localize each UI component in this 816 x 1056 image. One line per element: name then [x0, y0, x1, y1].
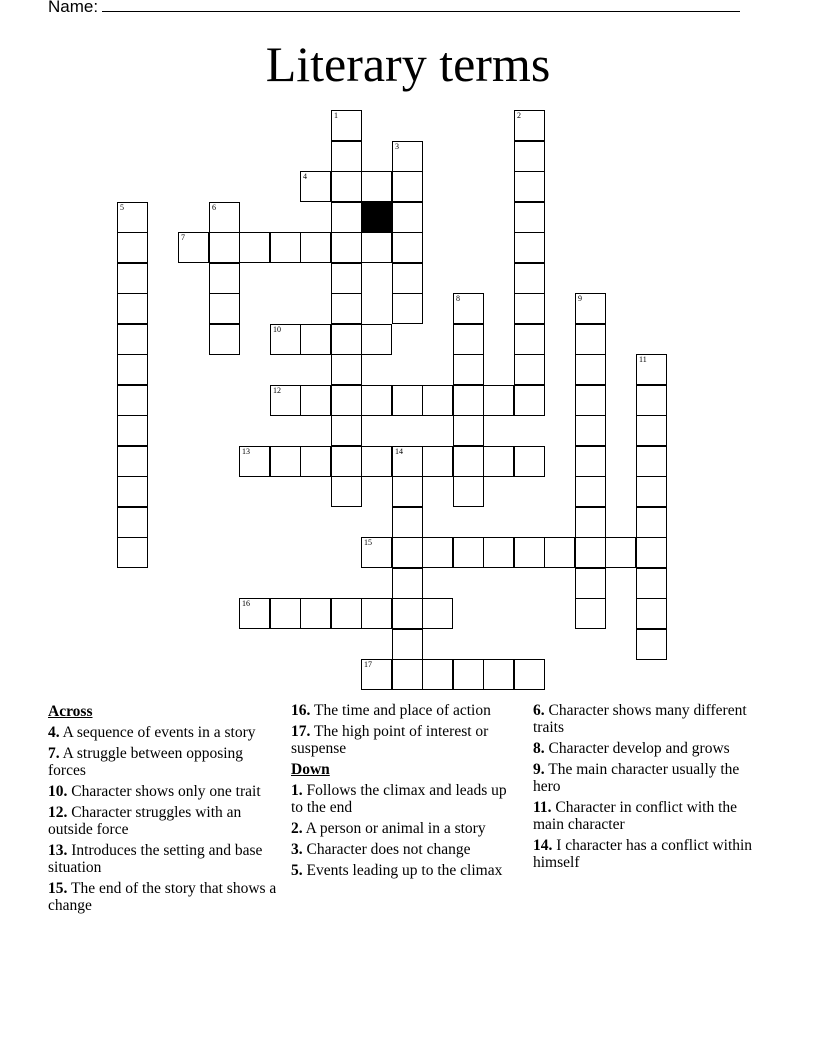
clue-text: The time and place of action: [313, 702, 491, 719]
grid-cell[interactable]: [514, 293, 545, 324]
clue-text: The high point of interest or suspense: [291, 723, 489, 757]
grid-cell[interactable]: [209, 263, 240, 294]
clue-item: [291, 782, 521, 816]
clue-number-label: 17.: [291, 723, 311, 740]
clue-item: [291, 820, 521, 837]
clue-item: [533, 702, 763, 736]
clue-number-label: 2.: [291, 820, 303, 837]
grid-cell[interactable]: [392, 568, 423, 599]
grid-cell[interactable]: [514, 537, 545, 568]
grid-cell[interactable]: [453, 537, 484, 568]
clue-item: [48, 804, 278, 838]
grid-cell[interactable]: [453, 415, 484, 446]
grid-cell[interactable]: [300, 232, 331, 263]
grid-cell[interactable]: [361, 537, 392, 568]
grid-cell[interactable]: [361, 324, 392, 355]
clue-item: [48, 724, 278, 741]
grid-cell[interactable]: [575, 415, 606, 446]
clue-text: Character shows only one trait: [71, 783, 261, 800]
grid-cell[interactable]: [331, 385, 362, 416]
clue-item: [291, 862, 521, 879]
grid-cell[interactable]: [361, 232, 392, 263]
grid-cell[interactable]: [575, 537, 606, 568]
grid-cell[interactable]: [453, 354, 484, 385]
grid-cell[interactable]: [392, 598, 423, 629]
grid-cell[interactable]: [117, 507, 148, 538]
clue-item: [533, 837, 763, 871]
grid-cell[interactable]: [331, 141, 362, 172]
grid-cell[interactable]: [209, 232, 240, 263]
clue-number-label: 9.: [533, 761, 545, 778]
grid-cell[interactable]: [361, 385, 392, 416]
grid-cell[interactable]: [422, 385, 453, 416]
clue-item: [48, 783, 278, 800]
grid-cell[interactable]: [575, 324, 606, 355]
grid-cell[interactable]: [514, 171, 545, 202]
clue-text: The end of the story that shows a change: [48, 880, 277, 914]
grid-cell[interactable]: [514, 659, 545, 690]
clue-number-label: 6.: [533, 702, 545, 719]
clue-text: The main character usually the hero: [533, 761, 740, 795]
grid-cell[interactable]: [483, 659, 514, 690]
grid-cell[interactable]: [605, 537, 636, 568]
grid-cell[interactable]: [575, 293, 606, 324]
grid-cell[interactable]: [636, 568, 667, 599]
grid-cell[interactable]: [300, 324, 331, 355]
clue-item: [533, 761, 763, 795]
grid-cell[interactable]: [453, 293, 484, 324]
grid-cell[interactable]: [514, 263, 545, 294]
clue-number-label: 5.: [291, 862, 303, 879]
clue-item: [291, 841, 521, 858]
grid-cell[interactable]: [239, 446, 270, 477]
clue-number: 4: [303, 172, 307, 181]
grid-cell[interactable]: [453, 476, 484, 507]
grid-cell[interactable]: [300, 385, 331, 416]
grid-cell[interactable]: [331, 232, 362, 263]
grid-cell[interactable]: [422, 659, 453, 690]
grid-cell[interactable]: [117, 354, 148, 385]
grid-cell[interactable]: [422, 598, 453, 629]
grid-cell[interactable]: [117, 446, 148, 477]
grid-cell[interactable]: [239, 598, 270, 629]
clue-number: 8: [456, 294, 460, 303]
grid-cell[interactable]: [514, 232, 545, 263]
grid-cell[interactable]: [514, 354, 545, 385]
grid-cell[interactable]: [544, 537, 575, 568]
clue-number-label: 12.: [48, 804, 68, 821]
clue-text: Character struggles with an outside force: [48, 804, 242, 838]
grid-cell[interactable]: [392, 232, 423, 263]
clue-number: 13: [242, 447, 250, 456]
clue-number-label: 15.: [48, 880, 68, 897]
grid-cell[interactable]: [392, 446, 423, 477]
grid-cell[interactable]: [331, 324, 362, 355]
grid-cell[interactable]: [300, 171, 331, 202]
grid-cell[interactable]: [361, 598, 392, 629]
clue-item: [48, 745, 278, 779]
name-label: Name:: [48, 0, 99, 16]
grid-cell[interactable]: [117, 415, 148, 446]
clue-text: Character shows many different traits: [533, 702, 747, 736]
clue-number-label: 3.: [291, 841, 303, 858]
grid-cell[interactable]: [117, 263, 148, 294]
grid-cell[interactable]: [331, 598, 362, 629]
grid-cell[interactable]: [636, 507, 667, 538]
clue-column-3: [533, 702, 763, 875]
grid-cell[interactable]: [575, 385, 606, 416]
grid-cell[interactable]: [270, 385, 301, 416]
grid-cell[interactable]: [392, 385, 423, 416]
grid-cell[interactable]: [300, 446, 331, 477]
grid-cell[interactable]: [422, 537, 453, 568]
clue-text: I character has a conflict within himself: [533, 837, 753, 871]
clue-text: Character does not change: [306, 841, 471, 858]
grid-cell[interactable]: [209, 324, 240, 355]
clue-number: 17: [364, 660, 372, 669]
grid-cell[interactable]: [270, 598, 301, 629]
clue-number-label: 14.: [533, 837, 553, 854]
grid-cell[interactable]: [178, 232, 209, 263]
clue-number-label: 11.: [533, 799, 552, 816]
clue-number: 15: [364, 538, 372, 547]
grid-cell[interactable]: [453, 385, 484, 416]
grid-cell[interactable]: [331, 171, 362, 202]
clue-number: 9: [578, 294, 582, 303]
clue-number: 2: [517, 111, 521, 120]
grid-cell[interactable]: [270, 446, 301, 477]
grid-cell[interactable]: [514, 110, 545, 141]
grid-cell[interactable]: [392, 171, 423, 202]
section-heading: Down: [291, 761, 330, 778]
grid-cell[interactable]: [117, 537, 148, 568]
grid-cell[interactable]: [392, 507, 423, 538]
grid-cell[interactable]: [636, 415, 667, 446]
grid-cell[interactable]: [300, 598, 331, 629]
grid-cell[interactable]: [392, 476, 423, 507]
clue-item: [533, 799, 763, 833]
grid-cell[interactable]: [636, 446, 667, 477]
grid-cell[interactable]: [331, 202, 362, 233]
clue-number-label: 13.: [48, 842, 68, 859]
clue-text: Character in conflict with the main character: [533, 799, 738, 833]
clue-item: [291, 702, 521, 719]
grid-cell[interactable]: [575, 354, 606, 385]
grid-cell[interactable]: [575, 568, 606, 599]
clue-number-label: 7.: [48, 745, 60, 762]
clue-number: 10: [273, 325, 281, 334]
grid-cell[interactable]: [361, 659, 392, 690]
clue-text: A person or animal in a story: [305, 820, 486, 837]
grid-cell[interactable]: [331, 110, 362, 141]
clue-column-1: [48, 702, 278, 918]
clue-number: 6: [212, 203, 216, 212]
clue-number: 3: [395, 142, 399, 151]
grid-cell[interactable]: [514, 202, 545, 233]
black-square: [361, 202, 392, 233]
grid-cell[interactable]: [270, 232, 301, 263]
clue-item: [291, 723, 521, 757]
grid-cell[interactable]: [331, 476, 362, 507]
grid-cell[interactable]: [392, 537, 423, 568]
grid-cell[interactable]: [453, 659, 484, 690]
grid-cell[interactable]: [453, 446, 484, 477]
grid-cell[interactable]: [331, 354, 362, 385]
grid-cell[interactable]: [209, 202, 240, 233]
grid-cell[interactable]: [636, 537, 667, 568]
grid-cell[interactable]: [422, 446, 453, 477]
clue-number-label: 4.: [48, 724, 60, 741]
grid-cell[interactable]: [209, 293, 240, 324]
grid-cell[interactable]: [331, 263, 362, 294]
clue-text: Introduces the setting and base situation: [48, 842, 263, 876]
grid-cell[interactable]: [483, 446, 514, 477]
grid-cell[interactable]: [392, 141, 423, 172]
grid-cell[interactable]: [514, 446, 545, 477]
clue-text: Character develop and grows: [548, 740, 730, 757]
grid-cell[interactable]: [636, 629, 667, 660]
grid-cell[interactable]: [483, 385, 514, 416]
clue-number: 1: [334, 111, 338, 120]
clue-item: [48, 842, 278, 876]
grid-cell[interactable]: [575, 507, 606, 538]
clue-number-label: 10.: [48, 783, 68, 800]
grid-cell[interactable]: [392, 293, 423, 324]
clue-number-label: 8.: [533, 740, 545, 757]
clue-number: 5: [120, 203, 124, 212]
grid-cell[interactable]: [117, 324, 148, 355]
grid-cell[interactable]: [636, 354, 667, 385]
grid-cell[interactable]: [392, 202, 423, 233]
grid-cell[interactable]: [361, 446, 392, 477]
grid-cell[interactable]: [117, 232, 148, 263]
grid-cell[interactable]: [636, 476, 667, 507]
clue-text: A struggle between opposing forces: [48, 745, 244, 779]
grid-cell[interactable]: [575, 598, 606, 629]
page-title: Literary terms: [265, 36, 551, 92]
clue-text: Follows the climax and leads up to the end: [291, 782, 507, 816]
grid-cell[interactable]: [331, 415, 362, 446]
clue-number-label: 1.: [291, 782, 303, 799]
clue-item: [48, 880, 278, 914]
clue-item: [533, 740, 763, 757]
clue-number: 14: [395, 447, 403, 456]
grid-cell[interactable]: [392, 263, 423, 294]
grid-cell[interactable]: [514, 385, 545, 416]
grid-cell[interactable]: [117, 476, 148, 507]
clue-column-2: [291, 702, 521, 883]
grid-cell[interactable]: [331, 293, 362, 324]
clue-number-label: 16.: [291, 702, 311, 719]
grid-cell[interactable]: [575, 446, 606, 477]
clue-number: 16: [242, 599, 250, 608]
grid-cell[interactable]: [514, 141, 545, 172]
grid-cell[interactable]: [331, 446, 362, 477]
clue-number: 7: [181, 233, 185, 242]
clue-number: 12: [273, 386, 281, 395]
grid-cell[interactable]: [483, 537, 514, 568]
grid-cell[interactable]: [239, 232, 270, 263]
grid-cell[interactable]: [575, 476, 606, 507]
grid-cell[interactable]: [270, 324, 301, 355]
grid-cell[interactable]: [453, 324, 484, 355]
grid-cell[interactable]: [117, 385, 148, 416]
grid-cell[interactable]: [117, 293, 148, 324]
section-heading: Across: [48, 703, 93, 720]
grid-cell[interactable]: [392, 629, 423, 660]
clue-text: A sequence of events in a story: [62, 724, 256, 741]
grid-cell[interactable]: [117, 202, 148, 233]
clue-number: 11: [639, 355, 647, 364]
clue-text: Events leading up to the climax: [306, 862, 503, 879]
grid-cell[interactable]: [392, 659, 423, 690]
grid-cell[interactable]: [636, 385, 667, 416]
grid-cell[interactable]: [361, 171, 392, 202]
grid-cell[interactable]: [636, 598, 667, 629]
grid-cell[interactable]: [514, 324, 545, 355]
